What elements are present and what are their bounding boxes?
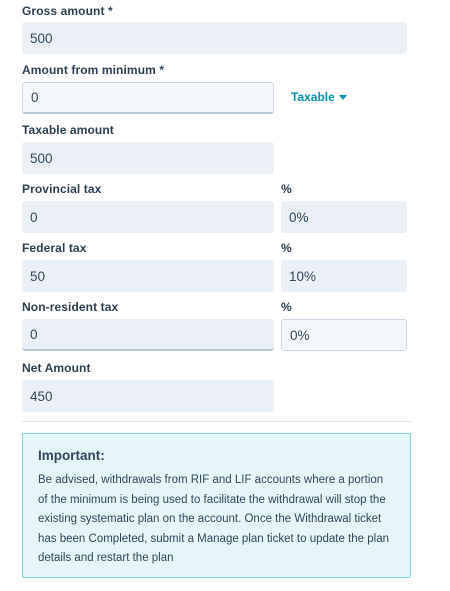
taxable-amount-field: 500: [22, 142, 274, 174]
notice-title: Important:: [38, 448, 105, 463]
taxable-dropdown-label: Taxable: [291, 90, 335, 104]
federal-tax-percent-label: %: [281, 241, 292, 255]
provincial-tax-label: Provincial tax: [22, 182, 102, 196]
provincial-tax-percent-field: 0%: [281, 201, 407, 233]
gross-amount-field: 500: [22, 22, 407, 54]
non-resident-tax-input[interactable]: 0: [22, 319, 274, 351]
federal-tax-percent-field: 10%: [281, 260, 407, 292]
taxable-dropdown[interactable]: [291, 90, 347, 104]
divider: [22, 421, 412, 422]
provincial-tax-field: 0: [22, 201, 274, 233]
non-resident-tax-percent-input[interactable]: 0%: [281, 319, 407, 351]
amount-from-minimum-label: Amount from minimum *: [22, 63, 165, 77]
gross-amount-label: Gross amount *: [22, 4, 113, 18]
federal-tax-label: Federal tax: [22, 241, 87, 255]
net-amount-label: Net Amount: [22, 361, 91, 375]
provincial-tax-percent-label: %: [281, 182, 292, 196]
caret-down-icon: [339, 95, 347, 100]
non-resident-tax-percent-label: %: [281, 300, 292, 314]
amount-from-minimum-input[interactable]: 0: [22, 82, 274, 114]
taxable-amount-label: Taxable amount: [22, 123, 114, 137]
net-amount-field: 450: [22, 380, 274, 412]
important-notice: [22, 433, 411, 578]
notice-body: Be advised, withdrawals from RIF and LIF accounts where a portion of the minimum is being used to facilitate the withdrawal will stop the existing systematic plan on the account. Once the Withdrawal ticket has been Completed, submit a Manage plan ticket to update the plan details and restart the plan: [38, 474, 389, 564]
non-resident-tax-label: Non-resident tax: [22, 300, 119, 314]
federal-tax-field: 50: [22, 260, 274, 292]
